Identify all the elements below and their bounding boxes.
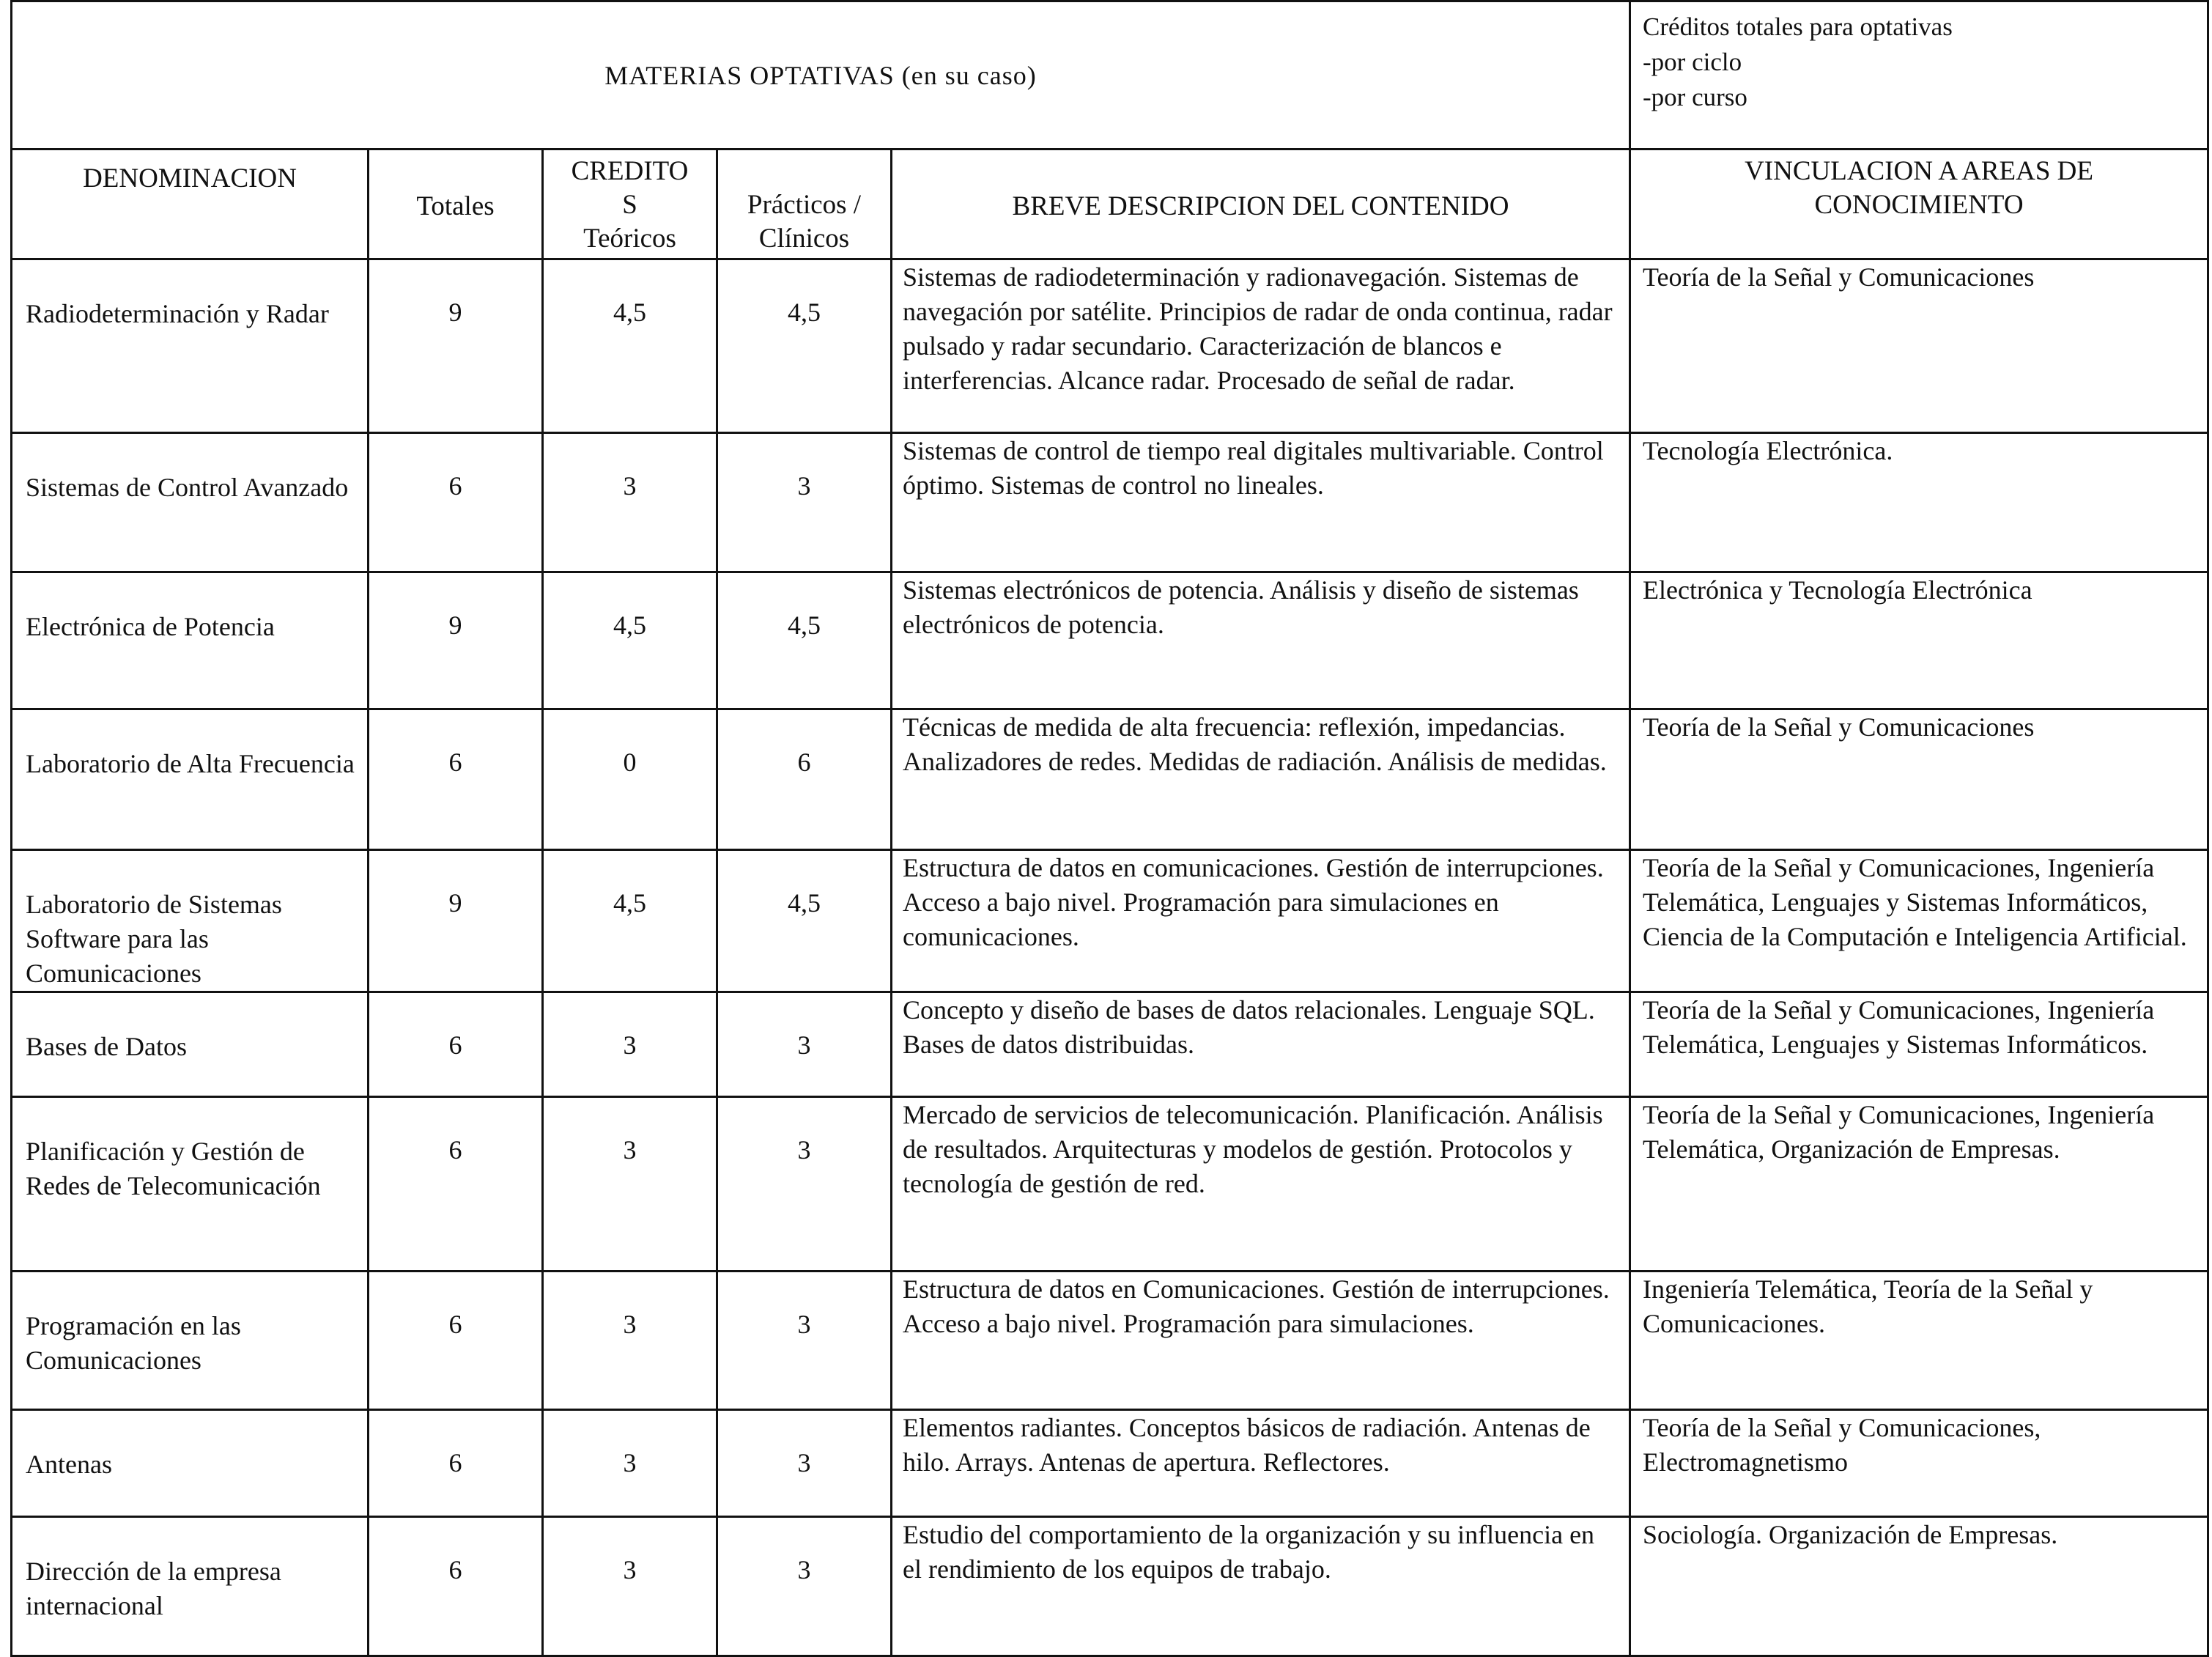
credits-total: 6 <box>369 992 543 1097</box>
subject-name: Electrónica de Potencia <box>12 572 369 709</box>
table-row <box>12 709 2208 850</box>
credits-total: 9 <box>369 572 543 709</box>
column-header-creditos-line-1: CREDITO <box>571 156 689 186</box>
knowledge-area: Teoría de la Señal y Comunicaciones <box>1630 259 2208 433</box>
table-row <box>12 572 2208 709</box>
subject-description: Concepto y diseño de bases de datos relacionales. Lenguaje SQL. Bases de datos distribuidas. <box>892 992 1630 1097</box>
column-header-vinculacion-line-2: CONOCIMIENTO <box>1814 190 2024 220</box>
subject-name: Laboratorio de Alta Frecuencia <box>12 709 369 850</box>
column-header-totales <box>369 150 543 259</box>
subject-name: Dirección de la empresa internacional <box>12 1517 369 1656</box>
table-row <box>12 1097 2208 1272</box>
knowledge-area: Tecnología Electrónica. <box>1630 433 2208 572</box>
credits-theory: 3 <box>543 1097 717 1272</box>
table-row <box>12 850 2208 992</box>
subject-description: Sistemas electrónicos de potencia. Análisis y diseño de sistemas electrónicos de potencia. <box>892 572 1630 709</box>
knowledge-area: Ingeniería Telemática, Teoría de la Señal y Comunicaciones. <box>1630 1272 2208 1410</box>
credits-total: 9 <box>369 259 543 433</box>
credits-total: 9 <box>369 850 543 992</box>
knowledge-area: Electrónica y Tecnología Electrónica <box>1630 572 2208 709</box>
column-header-descripcion <box>892 150 1630 259</box>
knowledge-area: Teoría de la Señal y Comunicaciones <box>1630 709 2208 850</box>
credits-total: 6 <box>369 1272 543 1410</box>
credits-practice: 3 <box>717 992 892 1097</box>
credits-total: 6 <box>369 1517 543 1656</box>
column-header-practicos <box>717 150 892 259</box>
column-header-creditos-line-3: Teóricos <box>583 224 676 254</box>
column-header-vinculacion <box>1630 150 2208 259</box>
subject-name: Programación en las Comunicaciones <box>12 1272 369 1410</box>
column-header-practicos-line-2: Clínicos <box>758 224 850 254</box>
subject-description: Sistemas de control de tiempo real digitales multivariable. Control óptimo. Sistemas de control no lineales. <box>892 433 1630 572</box>
credits-box-line-2: -por ciclo <box>1643 48 1742 76</box>
column-header-descripcion-text: BREVE DESCRIPCION DEL CONTENIDO <box>1012 191 1509 221</box>
credits-box-line-3: -por curso <box>1643 83 1747 111</box>
credits-theory: 3 <box>543 1517 717 1656</box>
credits-practice: 6 <box>717 709 892 850</box>
subject-name: Planificación y Gestión de Redes de Telecomunicación <box>12 1097 369 1272</box>
credits-theory: 3 <box>543 1410 717 1517</box>
credits-practice: 4,5 <box>717 572 892 709</box>
credits-practice: 4,5 <box>717 259 892 433</box>
table-row <box>12 259 2208 433</box>
subject-description: Sistemas de radiodeterminación y radionavegación. Sistemas de navegación por satélite. Principios de radar de onda continua, radar pulsado y radar secundario. Caracterización de blancos e interferencias. Alcance radar. Procesado de señal de radar. <box>892 259 1630 433</box>
credits-box <box>1630 1 2208 150</box>
subject-description: Mercado de servicios de telecomunicación. Planificación. Análisis de resultados. Arquitecturas y modelos de gestión. Protocolos y tecnología de gestión de red. <box>892 1097 1630 1272</box>
credits-theory: 0 <box>543 709 717 850</box>
subject-description: Elementos radiantes. Conceptos básicos de radiación. Antenas de hilo. Arrays. Antenas de apertura. Reflectores. <box>892 1410 1630 1517</box>
column-header-vinculacion-line-1: VINCULACION A AREAS DE <box>1745 156 2093 186</box>
subject-name: Radiodeterminación y Radar <box>12 259 369 433</box>
table-row <box>12 1517 2208 1656</box>
credits-total: 6 <box>369 433 543 572</box>
table-row <box>12 1410 2208 1517</box>
credits-practice: 3 <box>717 1272 892 1410</box>
credits-total: 6 <box>369 1410 543 1517</box>
subject-description: Estudio del comportamiento de la organización y su influencia en el rendimiento de los equipos de trabajo. <box>892 1517 1630 1656</box>
knowledge-area: Sociología. Organización de Empresas. <box>1630 1517 2208 1656</box>
subject-name: Bases de Datos <box>12 992 369 1097</box>
table-title-text: MATERIAS OPTATIVAS (en su caso) <box>604 60 1037 90</box>
credits-theory: 3 <box>543 1272 717 1410</box>
subject-name: Sistemas de Control Avanzado <box>12 433 369 572</box>
title-row <box>12 1 2208 150</box>
column-header-teoricos <box>543 150 717 259</box>
subject-description: Estructura de datos en comunicaciones. Gestión de interrupciones. Acceso a bajo nivel. Programación para simulaciones en comunicaciones. <box>892 850 1630 992</box>
credits-practice: 3 <box>717 433 892 572</box>
column-header-practicos-line-1: Prácticos / <box>747 190 862 220</box>
credits-total: 6 <box>369 709 543 850</box>
subject-name: Laboratorio de Sistemas Software para las Comunicaciones <box>12 850 369 992</box>
subject-name: Antenas <box>12 1410 369 1517</box>
credits-total: 6 <box>369 1097 543 1272</box>
table-row <box>12 433 2208 572</box>
column-header-creditos-line-2: S <box>622 190 637 220</box>
table-row <box>12 992 2208 1097</box>
column-header-denominacion <box>12 150 369 259</box>
column-header-denominacion-text: DENOMINACION <box>83 163 297 193</box>
table-title <box>12 1 1630 150</box>
credits-practice: 4,5 <box>717 850 892 992</box>
credits-theory: 4,5 <box>543 850 717 992</box>
credits-practice: 3 <box>717 1410 892 1517</box>
knowledge-area: Teoría de la Señal y Comunicaciones, Ingeniería Telemática, Organización de Empresas. <box>1630 1097 2208 1272</box>
credits-practice: 3 <box>717 1517 892 1656</box>
credits-theory: 3 <box>543 992 717 1097</box>
credits-practice: 3 <box>717 1097 892 1272</box>
subject-description: Técnicas de medida de alta frecuencia: reflexión, impedancias. Analizadores de redes. Medidas de radiación. Análisis de medidas. <box>892 709 1630 850</box>
credits-box-line-1: Créditos totales para optativas <box>1643 12 1953 41</box>
credits-theory: 4,5 <box>543 259 717 433</box>
credits-theory: 4,5 <box>543 572 717 709</box>
credits-theory: 3 <box>543 433 717 572</box>
subject-description: Estructura de datos en Comunicaciones. Gestión de interrupciones. Acceso a bajo nivel. Programación para simulaciones. <box>892 1272 1630 1410</box>
knowledge-area: Teoría de la Señal y Comunicaciones, Ingeniería Telemática, Lenguajes y Sistemas Informáticos. <box>1630 992 2208 1097</box>
optativas-table <box>10 0 2209 1657</box>
knowledge-area: Teoría de la Señal y Comunicaciones, Electromagnetismo <box>1630 1410 2208 1517</box>
column-header-row <box>12 150 2208 259</box>
knowledge-area: Teoría de la Señal y Comunicaciones, Ingeniería Telemática, Lenguajes y Sistemas Informáticos, Ciencia de la Computación e Inteligencia Artificial. <box>1630 850 2208 992</box>
table-row <box>12 1272 2208 1410</box>
column-header-totales-text: Totales <box>416 191 495 221</box>
